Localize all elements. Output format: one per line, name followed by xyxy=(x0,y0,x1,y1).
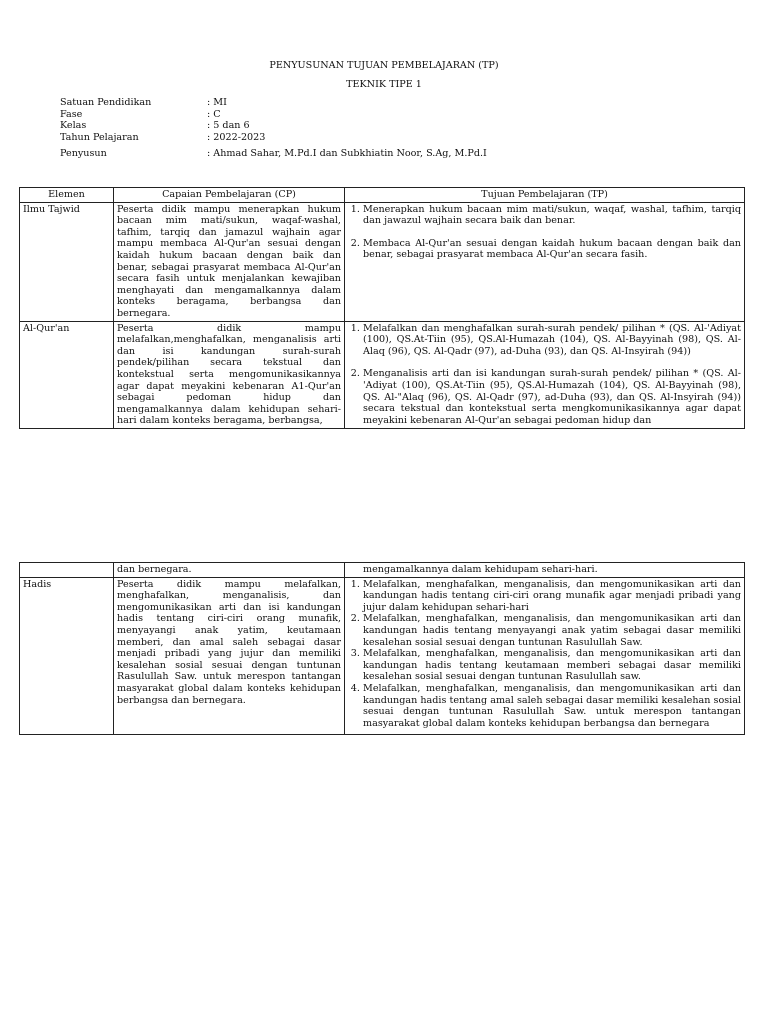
document-title: PENYUSUNAN TUJUAN PEMBELAJARAN (TP) xyxy=(269,60,499,71)
meta-value: : Ahmad Sahar, M.Pd.I dan Subkhiatin Noor, S.Ag, M.Pd.I xyxy=(207,148,487,160)
table-row-continued xyxy=(20,563,745,578)
tp-item: 1. Melafalkan dan menghafalkan surah-surah pendek/ pilihan * (QS. Al-'Adiyat (100), QS.At-Tiin (95), QS.Al-Humazah (104), QS. Al-Bayyinah (98), QS. Al-Alaq (96), QS. Al-Qadr (97), ad-Duha (93), dan QS. Al-Insyirah (94)) xyxy=(363,323,741,358)
tp-text: mengamalkannya dalam kehidupam sehari-hari. xyxy=(363,564,598,575)
column-header-tp: Tujuan Pembelajaran (TP) xyxy=(345,188,745,203)
table-row xyxy=(20,321,745,428)
meta-label: Kelas xyxy=(60,120,87,132)
cp-cell xyxy=(114,321,345,428)
meta-label: Tahun Pelajaran xyxy=(60,131,139,143)
cp-text: Peserta didik mampu melafalkan,menghafalkan, menganalisis arti dan isi kandungan surah-surah pendek/pilihan secara tekstual dan kontekstual serta mengomunikasikannya agar dapat meyakini kebenaran A1-Qur'an sebagai pedoman hidup dan mengamalkannya dalam kehidupan sehari-hari dalam konteks beragama, berbangsa, xyxy=(117,322,341,427)
elemen-cell: Al-Qur'an xyxy=(20,321,114,428)
meta-value: : C xyxy=(207,108,221,120)
tp-item: 1. Melafalkan, menghafalkan, menganalisis, dan mengomunikasikan arti dan kandungan hadis tentang ciri-ciri orang munafik agar menjadi pribadi yang jujur dalam kehidupan sehari-hari xyxy=(363,579,741,614)
meta-value: : MI xyxy=(207,97,227,108)
column-header-cp: Capaian Pembelajaran (CP) xyxy=(114,188,345,203)
table-row xyxy=(20,202,745,321)
cp-cell: dan bernegara. xyxy=(114,563,345,578)
column-header-elemen: Elemen xyxy=(20,188,114,203)
tp-item: 1. Menerapkan hukum bacaan mim mati/sukun, waqaf, washal, tafhim, tarqiq dan jawazul wajhain secara baik dan benar. xyxy=(363,204,741,227)
elemen-cell: Hadis xyxy=(20,577,114,735)
tp-cell xyxy=(345,321,745,428)
cp-cell: Peserta didik mampu menerapkan hukum bacaan mim mati/sukun, waqaf-washal, tafhim, tarqiq dan jamazul wajhain agar mampu membaca Al-Qur'an sesuai dengan kaidah hukum bacaan dengan baik dan benar, sebagai prasyarat membaca Al-Qur'an secara fasih untuk menjalankan kewajiban menghayati dan mengamalkannya dalam konteks beragama, berbangsa dan bernegara. xyxy=(114,202,345,321)
cp-cell: Peserta didik mampu melafalkan, menghafalkan, menganalisis, dan mengomunikasikan arti dan isi kandungan hadis tentang ciri-ciri orang munafik, menyayangi anak yatim, keutamaan memberi, dan amal saleh sebagai dasar menjadi pribadi yang jujur dan memiliki kesalehan sosial sesuai dengan tuntunan Rasulullah Saw. untuk merespon tantangan masyarakat global dalam konteks kehidupan berbangsa dan bernegara. xyxy=(114,577,345,735)
document-subtitle: TEKNIK TIPE 1 xyxy=(346,79,422,90)
meta-label: Fase xyxy=(60,108,83,120)
elemen-cell xyxy=(20,563,114,578)
table-header-row xyxy=(20,188,745,203)
tp-item: 2. Membaca Al-Qur'an sesuai dengan kaidah hukum bacaan dengan baik dan benar, sebagai prasyarat membaca Al-Qur'an secara fasih. xyxy=(363,238,741,261)
tp-item: 2. Melafalkan, menghafalkan, menganalisis, dan mengomunikasikan arti dan kandungan hadis tentang menyayangi anak yatim sebagai dasar memiliki kesalehan sosial sesuai dengan tuntunan Rasulullah Saw. xyxy=(363,613,741,648)
tp-cell xyxy=(345,563,745,578)
elemen-cell: Ilmu Tajwid xyxy=(20,202,114,321)
meta-row xyxy=(60,109,487,121)
tp-item: 4. Melafalkan, menghafalkan, menganalisis, dan mengomunikasikan arti dan kandungan hadis tentang amal saleh sebagai dasar memiliki kesalehan sosial sesuai dengan tuntunan Rasulullah Saw. untuk merespon tantangan masyarakat global dalam konteks kehidupan berbangsa dan bernegara xyxy=(363,683,741,729)
tp-item: 2. Menganalisis arti dan isi kandungan surah-surah pendek/ pilihan * (QS. Al-'Adiyat (100), QS.At-Tiin (95), QS.Al-Humazah (104), QS. Al-Bayyinah (98), QS. Al-"Alaq (96), QS. Al-Qadr (97), ad-Duha (93), dan QS. Al-Insyirah (94)) secara tekstual dan kontekstual serta mengkomunikasikannya agar dapat meyakini kebenaran Al-Qur'an sebagai pedoman hidup dan xyxy=(363,368,741,426)
meta-value: : 5 dan 6 xyxy=(207,120,250,132)
meta-label: Satuan Pendidikan xyxy=(60,97,152,108)
meta-row xyxy=(60,97,487,109)
meta-row xyxy=(60,120,487,132)
tp-cell xyxy=(345,577,745,735)
tp-table-continued xyxy=(19,562,745,735)
meta-row xyxy=(60,132,487,144)
tp-list-wrapper xyxy=(348,323,741,427)
document-meta xyxy=(60,97,487,160)
tp-item: 3. Melafalkan, menghafalkan, menganalisis, dan mengomunikasikan arti dan kandungan hadis tentang keutamaan memberi sebagai dasar memiliki kesalehan sosial sesuai dengan tuntunan Rasulullah saw. xyxy=(363,648,741,683)
table-row xyxy=(20,577,745,735)
tp-table xyxy=(19,187,745,429)
tp-cell xyxy=(345,202,745,321)
meta-label: Penyusun xyxy=(60,148,107,160)
meta-value: : 2022-2023 xyxy=(207,131,266,143)
meta-row xyxy=(60,148,487,160)
